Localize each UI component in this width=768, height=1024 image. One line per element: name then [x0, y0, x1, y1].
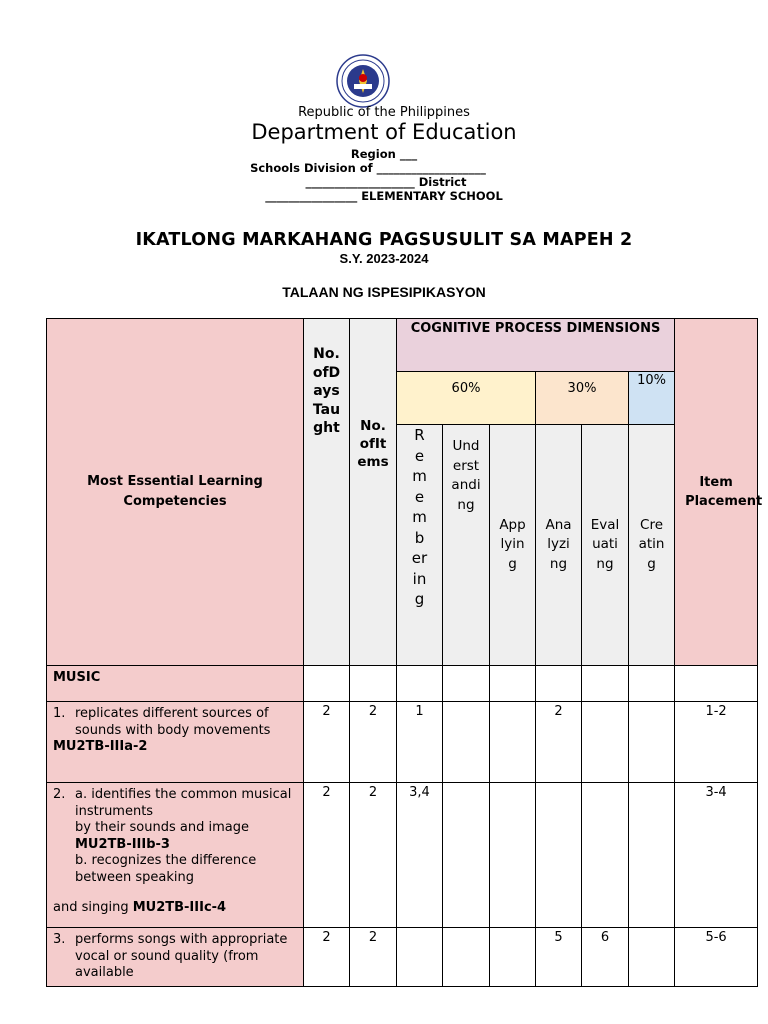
creating-cell: [629, 702, 675, 783]
header-days-taught: No.ofDaysTaught: [304, 319, 350, 666]
region-line: Region ___: [350, 147, 418, 161]
competency-text-a2: by their sounds and image: [75, 820, 249, 835]
applying-cell: [490, 702, 536, 783]
header-understanding: Understanding: [443, 425, 490, 666]
specification-table: [46, 318, 763, 987]
analyzing-cell: 5: [536, 928, 582, 987]
header-analyzing: Analyzing: [536, 425, 582, 666]
header-no-items: No.ofItems: [350, 319, 397, 666]
header-evaluating: Evaluating: [582, 425, 629, 666]
creating-cell: [629, 783, 675, 928]
evaluating-cell: 6: [582, 928, 629, 987]
table-subtitle: TALAAN NG ISPESIPIKASYON: [282, 284, 486, 300]
table-row: [47, 928, 758, 987]
remembering-cell: 3,4: [397, 783, 443, 928]
header-item-placement: Item Placement: [675, 319, 758, 666]
header-remembering: Remembering: [397, 425, 443, 666]
understanding-cell: [443, 702, 490, 783]
table-row: [47, 783, 758, 928]
competency-code-c: MU2TB-IIIc-4: [132, 900, 227, 915]
item-number: 3.: [53, 932, 66, 947]
placement-cell: 3-4: [675, 783, 758, 928]
competency-cell: [47, 783, 304, 928]
days-cell: 2: [304, 783, 350, 928]
evaluating-cell: [582, 702, 629, 783]
header-cognitive-dimensions: COGNITIVE PROCESS DIMENSIONS: [397, 319, 675, 372]
applying-cell: [490, 783, 536, 928]
republic-label: Republic of the Philippines: [298, 105, 470, 120]
understanding-cell: [443, 928, 490, 987]
placement-cell: 5-6: [675, 928, 758, 987]
department-name: Department of Education: [251, 120, 517, 144]
creating-cell: [629, 928, 675, 987]
pct-60: 60%: [397, 372, 536, 425]
competency-code: MU2TB-IIIa-2: [53, 739, 148, 754]
pct-30: 30%: [536, 372, 629, 425]
competency-code-a: MU2TB-IIIb-3: [75, 836, 170, 852]
district-line: ___________________ District: [305, 175, 467, 189]
items-cell: 2: [350, 928, 397, 987]
school-year: S.Y. 2023-2024: [339, 251, 429, 266]
table-row: [47, 702, 758, 783]
deped-seal-icon: [336, 54, 390, 108]
header-creating: Creating: [629, 425, 675, 666]
understanding-cell: [443, 783, 490, 928]
analyzing-cell: 2: [536, 702, 582, 783]
items-cell: 2: [350, 702, 397, 783]
division-line: Schools Division of ___________________: [250, 161, 486, 175]
school-line: ________________ ELEMENTARY SCHOOL: [265, 189, 503, 203]
placement-cell: 1-2: [675, 702, 758, 783]
competency-text-a: a. identifies the common musical instruments: [75, 787, 292, 819]
items-cell: 2: [350, 783, 397, 928]
competency-text: replicates different sources of sounds with body movements: [75, 706, 271, 738]
competency-text-b: b. recognizes the difference between speaking: [75, 853, 257, 885]
section-music: MUSIC: [47, 666, 304, 702]
pct-10: 10%: [629, 372, 675, 425]
item-number: 1.: [53, 706, 66, 721]
competency-cell: [47, 702, 304, 783]
days-cell: 2: [304, 702, 350, 783]
competency-text-c: and singing: [53, 900, 129, 915]
remembering-cell: 1: [397, 702, 443, 783]
applying-cell: [490, 928, 536, 987]
evaluating-cell: [582, 783, 629, 928]
remembering-cell: [397, 928, 443, 987]
item-number: 2.: [53, 787, 66, 802]
competency-cell: [47, 928, 304, 987]
analyzing-cell: [536, 783, 582, 928]
competency-text: performs songs with appropriate vocal or sound quality (from available: [75, 932, 288, 980]
header-applying: Applying: [490, 425, 536, 666]
header-competencies: Most Essential Learning Competencies: [47, 319, 304, 666]
days-cell: 2: [304, 928, 350, 987]
exam-title: IKATLONG MARKAHANG PAGSUSULIT SA MAPEH 2: [135, 230, 633, 250]
